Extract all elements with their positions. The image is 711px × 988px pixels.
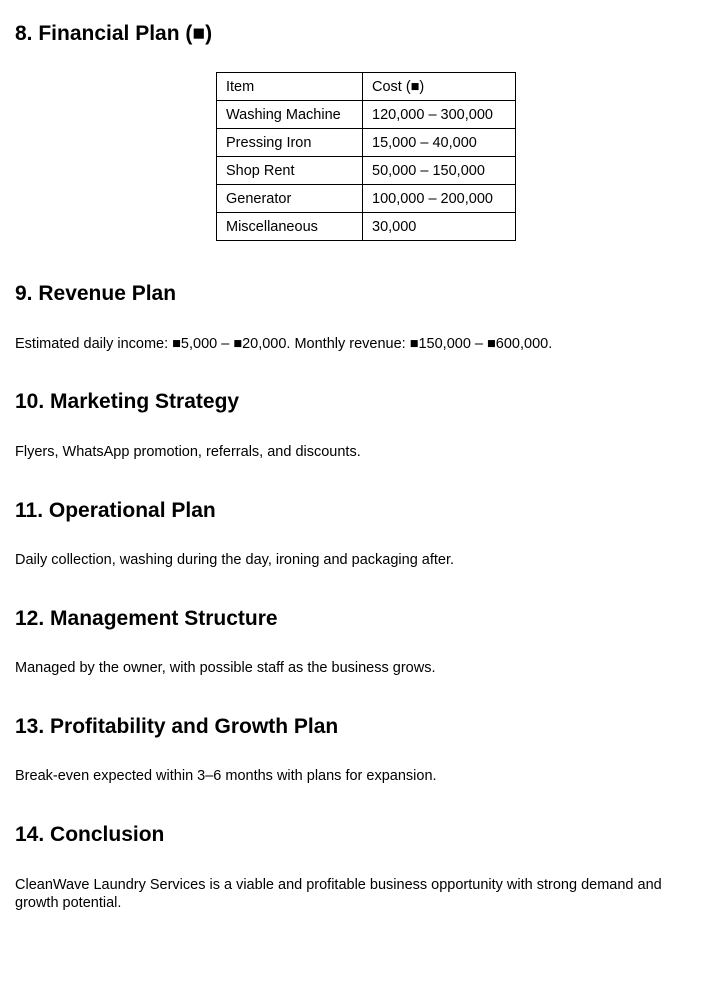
management-structure-heading: 12. Management Structure [15,607,278,630]
profitability-growth-text: Break-even expected within 3–6 months with plans for expansion. [15,768,437,784]
cost-cell: 15,000 – 40,000 [363,129,516,157]
item-cell: Washing Machine [217,101,363,129]
conclusion-text: CleanWave Laundry Services is a viable and profitable business opportunity with strong demand and growth potential. [15,877,662,911]
cost-cell: 120,000 – 300,000 [363,101,516,129]
header-cost-cell: Cost (■) [363,73,516,101]
cost-cell: 30,000 [363,213,516,241]
profitability-growth-heading: 13. Profitability and Growth Plan [15,715,339,738]
table-row [217,213,516,241]
table-row [217,101,516,129]
header-item-cell: Item [217,73,363,101]
table-header-row [217,73,516,101]
revenue-plan-heading: 9. Revenue Plan [15,282,177,305]
management-structure-text: Managed by the owner, with possible staff as the business grows. [15,660,436,676]
cost-cell: 50,000 – 150,000 [363,157,516,185]
marketing-strategy-text: Flyers, WhatsApp promotion, referrals, and discounts. [15,444,361,460]
item-cell: Pressing Iron [217,129,363,157]
revenue-plan-text: Estimated daily income: ■5,000 – ■20,000. Monthly revenue: ■150,000 – ■600,000. [15,336,553,352]
financial-cost-table [216,72,516,241]
table-row [217,129,516,157]
operational-plan-text: Daily collection, washing during the day, ironing and packaging after. [15,552,455,568]
item-cell: Shop Rent [217,157,363,185]
marketing-strategy-heading: 10. Marketing Strategy [15,390,240,413]
table-row [217,185,516,213]
item-cell: Miscellaneous [217,213,363,241]
operational-plan-heading: 11. Operational Plan [15,499,216,522]
conclusion-heading: 14. Conclusion [15,823,165,846]
financial-plan-heading: 8. Financial Plan (■) [15,22,213,45]
item-cell: Generator [217,185,363,213]
cost-cell: 100,000 – 200,000 [363,185,516,213]
table-row [217,157,516,185]
